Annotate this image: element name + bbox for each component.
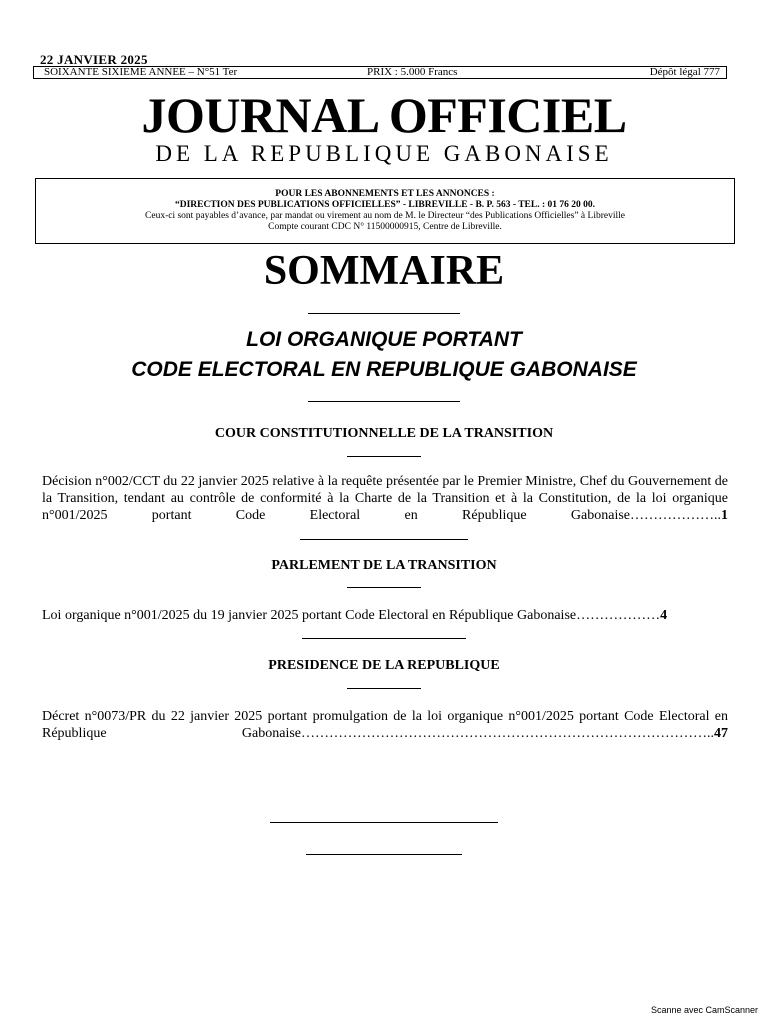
journal-title: JOURNAL OFFICIEL xyxy=(141,87,627,143)
short-divider xyxy=(347,688,421,689)
short-divider xyxy=(347,587,421,588)
toc-entry-text: Décision n°002/CCT du 22 janvier 2025 relative à la requête présentée par le Premier Ministre, Chef du Gouvernement de la Transition, tendant au contrôle de conformité à la Charte de la Transition et à la Constitution, de la loi organique n°001/2025 portant Code Electoral en République Gabonaise xyxy=(42,474,728,523)
edition-number: SOIXANTE SIXIEME ANNEE – N°51 Ter xyxy=(44,66,238,78)
issue-date: 22 JANVIER 2025 xyxy=(40,52,148,67)
subscription-payment: Ceux-ci sont payables d’avance, par mandat ou virement au nom de M. le Directeur “des Publications Officielles” à Libreville xyxy=(145,211,625,221)
divider xyxy=(308,401,460,402)
toc-entry-decret[interactable] xyxy=(42,708,728,742)
toc-entry-leader: ……………….. xyxy=(630,508,721,523)
toc-entry-text: Décret n°0073/PR du 22 janvier 2025 portant promulgation de la loi organique n°001/2025 portant Code Electoral en République Gabonaise xyxy=(42,709,728,741)
toc-entry-decision[interactable] xyxy=(42,473,728,524)
subscription-account: Compte courant CDC N° 11500000915, Centre de Libreville. xyxy=(268,222,502,232)
subscription-address: “DIRECTION DES PUBLICATIONS OFFICIELLES” - LIBREVILLE - B. P. 563 - TEL. : 01 76 20 00. xyxy=(174,200,596,210)
section-heading-presidence: PRESIDENCE DE LA REPUBLIQUE xyxy=(268,658,500,673)
journal-subtitle: DE LA REPUBLIQUE GABONAISE xyxy=(155,141,613,166)
law-title-line-1: LOI ORGANIQUE PORTANT xyxy=(246,328,522,351)
section-heading-cour-constitutionnelle: COUR CONSTITUTIONNELLE DE LA TRANSITION xyxy=(214,426,554,441)
issue-info-bar xyxy=(33,66,727,79)
issue-price: PRIX : 5.000 Francs xyxy=(367,66,458,78)
toc-entry-leader: ……………… xyxy=(576,608,661,623)
subscription-box xyxy=(35,178,735,244)
toc-entry-loi-organique[interactable] xyxy=(42,607,728,624)
closing-divider xyxy=(306,854,462,855)
short-divider xyxy=(347,456,421,457)
closing-divider xyxy=(270,822,498,823)
toc-entry-leader: …………………………………………………………………………….. xyxy=(301,726,714,741)
divider xyxy=(308,313,460,314)
divider xyxy=(300,539,468,540)
legal-deposit: Dépôt légal 777 xyxy=(649,66,720,78)
scanner-watermark: Scanne avec CamScanner xyxy=(650,1005,758,1015)
toc-entry-page: 4 xyxy=(660,608,668,623)
toc-entry-page: 47 xyxy=(714,726,728,741)
law-title-line-2: CODE ELECTORAL EN REPUBLIQUE GABONAISE xyxy=(131,358,637,381)
subscription-heading: POUR LES ABONNEMENTS ET LES ANNONCES : xyxy=(275,189,495,199)
section-heading-parlement: PARLEMENT DE LA TRANSITION xyxy=(271,558,497,573)
toc-entry-text: Loi organique n°001/2025 du 19 janvier 2025 portant Code Electoral en République Gabonaise xyxy=(42,608,577,623)
sommaire-title: SOMMAIRE xyxy=(263,248,505,294)
toc-entry-page: 1 xyxy=(721,508,728,523)
divider xyxy=(302,638,466,639)
